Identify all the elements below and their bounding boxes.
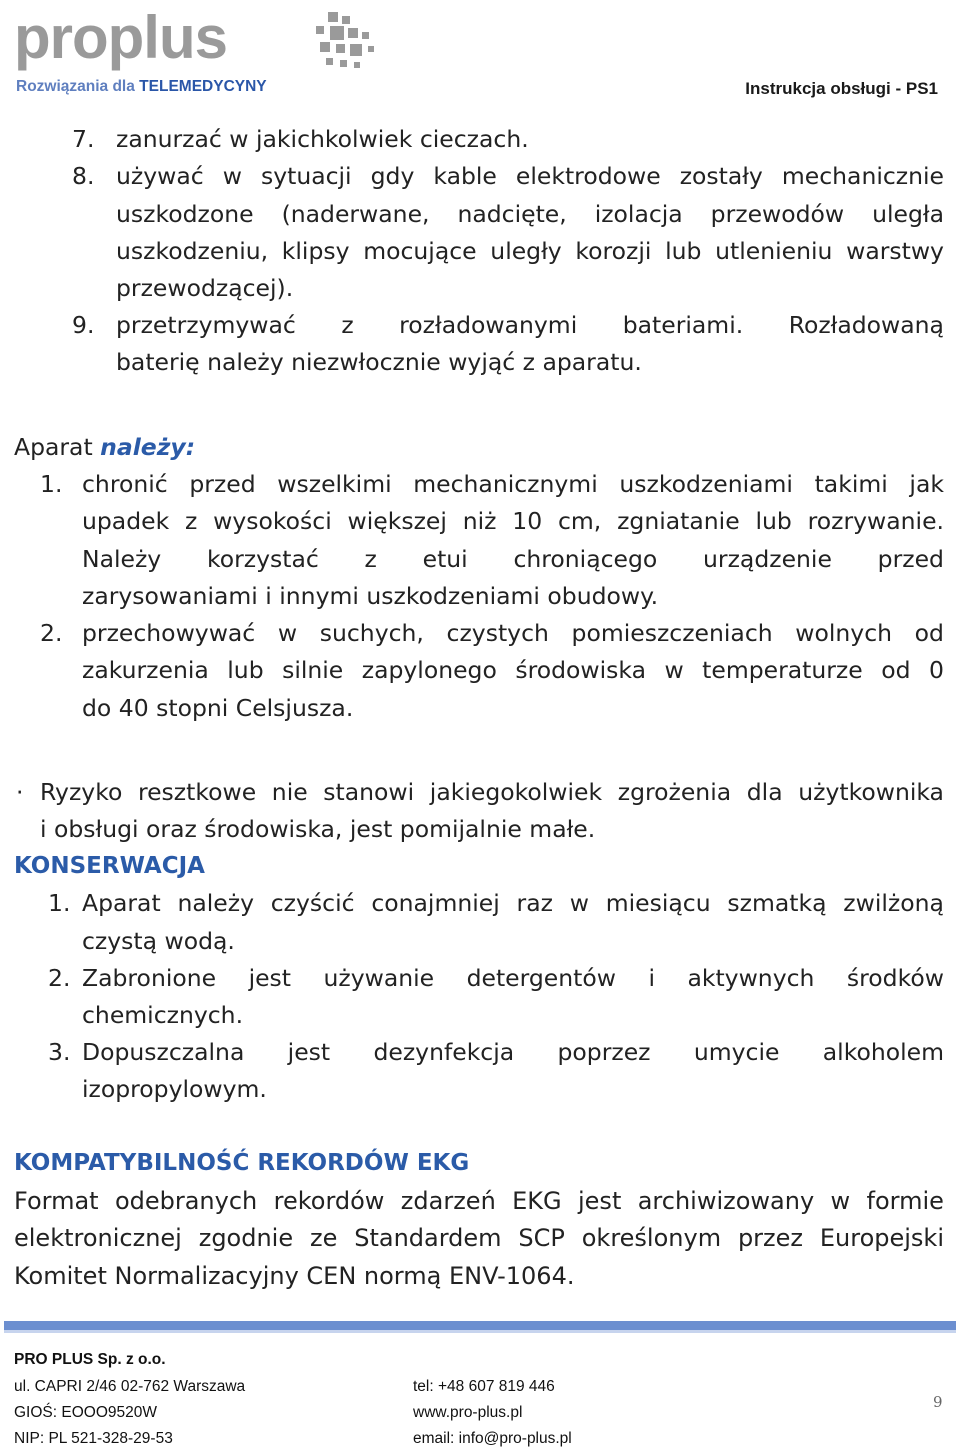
word: ze: [309, 1224, 338, 1252]
word: zakurzenia: [82, 656, 209, 684]
word: pomieszczeniach: [571, 619, 773, 647]
justified-line: [14, 1226, 944, 1250]
word: jakiegokolwiek: [429, 778, 603, 806]
word: należy: [177, 889, 254, 917]
word: gdy: [370, 162, 415, 190]
word: środków: [846, 964, 944, 992]
justified-line: [82, 470, 944, 498]
word: wysokości: [213, 507, 332, 535]
paragraph-line: i obsługi oraz środowiska, jest pomijalnie małe.: [40, 815, 596, 843]
word: chronić: [82, 470, 168, 498]
list-item-number: 8.: [72, 162, 95, 190]
word: zgodnie: [198, 1224, 294, 1252]
word: czystych: [446, 619, 549, 647]
word: i: [648, 964, 655, 992]
footer-phone: tel: +48 607 819 446: [413, 1378, 555, 1395]
paragraph-line: Komitet Normalizacyjny CEN normą ENV-1064.: [14, 1262, 575, 1290]
word: środowiska: [515, 656, 646, 684]
word: większej: [347, 507, 447, 535]
word: zgniatanie: [617, 507, 740, 535]
word: kable: [433, 162, 497, 190]
word: lub: [665, 237, 702, 265]
word: odebranych: [114, 1187, 258, 1215]
word: wolnych: [795, 619, 893, 647]
logo-plus: plus: [107, 4, 227, 71]
word: rekordów: [273, 1187, 385, 1215]
list-item-number: 1.: [48, 889, 71, 917]
word: uszkodzeniu,: [116, 237, 269, 265]
word: przed: [877, 545, 944, 573]
word: stanowi: [323, 778, 415, 806]
word: jak: [909, 470, 944, 498]
word: alkoholem: [822, 1038, 944, 1066]
word: umycie: [693, 1038, 780, 1066]
word: przed: [189, 470, 256, 498]
word: suchych,: [319, 619, 424, 647]
word: w: [222, 162, 242, 190]
word: korozji: [575, 237, 652, 265]
word: z: [341, 311, 354, 339]
list-item-number: 2.: [48, 964, 71, 992]
word: Zabronione: [82, 964, 217, 992]
word: w: [569, 889, 589, 917]
footer-rule: [4, 1321, 956, 1330]
word: Ryzyko: [40, 778, 123, 806]
list-item-text: baterię należy niezwłocznie wyjąć z aparatu.: [116, 348, 642, 376]
word: uległa: [872, 200, 944, 228]
justified-line: [82, 619, 944, 647]
justified-line: [82, 1038, 944, 1066]
justified-line: [116, 311, 944, 339]
word: miesiącu: [605, 889, 711, 917]
word: izolacja: [594, 200, 683, 228]
word: elektrodowe: [515, 162, 661, 190]
company-logo: [14, 4, 314, 98]
footer-rule-shadow: [4, 1330, 956, 1333]
word: zapylonego: [361, 656, 497, 684]
word: Format: [14, 1187, 99, 1215]
word: jest: [578, 1187, 622, 1215]
word: używać: [116, 162, 204, 190]
word: użytkownika: [798, 778, 944, 806]
justified-line: [14, 1189, 944, 1213]
page-number: 9: [933, 1393, 943, 1411]
word: utlenieniu: [715, 237, 833, 265]
section-label-plain: Aparat: [14, 433, 101, 461]
list-item-text: zanurzać w jakichkolwiek cieczach.: [116, 125, 529, 153]
word: Aparat: [82, 889, 161, 917]
logo-pro: pro: [14, 4, 108, 71]
list-item-text: izopropylowym.: [82, 1075, 267, 1103]
justified-line: [116, 237, 944, 265]
word: z: [364, 545, 377, 573]
word: Rozładowaną: [788, 311, 944, 339]
justified-line: [116, 162, 944, 190]
list-item-number: 3.: [48, 1038, 71, 1066]
word: aktywnych: [687, 964, 815, 992]
list-item-number: 1.: [40, 470, 63, 498]
word: przetrzymywać: [116, 311, 296, 339]
word: nadcięte,: [457, 200, 567, 228]
list-item-number: 9.: [72, 311, 95, 339]
justified-line: [116, 200, 944, 228]
word: klipsy: [281, 237, 350, 265]
section-heading-kompatybilnosc: KOMPATYBILNOŚĆ REKORDÓW EKG: [14, 1150, 470, 1176]
word: raz: [516, 889, 553, 917]
word: takimi: [814, 470, 888, 498]
section-heading-konserwacja: KONSERWACJA: [14, 853, 205, 879]
logo-tagline-prefix: Rozwiązania dla: [16, 78, 140, 95]
word: sytuacji: [260, 162, 352, 190]
word: używanie: [323, 964, 435, 992]
word: lub: [755, 507, 792, 535]
word: korzystać: [206, 545, 319, 573]
word: od: [881, 656, 911, 684]
word: formie: [866, 1187, 944, 1215]
word: elektronicznej: [14, 1224, 182, 1252]
footer-company: PRO PLUS Sp. z o.o.: [14, 1351, 166, 1368]
justified-line: [82, 964, 944, 992]
word: zdarzeń: [400, 1187, 496, 1215]
word: jest: [248, 964, 292, 992]
word: nie: [271, 778, 308, 806]
word: uszkodzone: [116, 200, 254, 228]
word: w: [277, 619, 298, 647]
logo-dots-icon: [314, 12, 384, 74]
word: (naderwane,: [281, 200, 430, 228]
justified-line: [82, 507, 944, 535]
word: EKG: [512, 1187, 562, 1215]
word: przewodów: [710, 200, 845, 228]
word: uległy: [490, 237, 562, 265]
word: warstwy: [846, 237, 944, 265]
footer-nip: NIP: PL 521-328-29-53: [14, 1430, 173, 1447]
word: szmatką: [727, 889, 827, 917]
word: określonym: [581, 1224, 722, 1252]
word: wszelkimi: [277, 470, 392, 498]
word: dezynfekcja: [373, 1038, 515, 1066]
word: zostały: [679, 162, 763, 190]
word: urządzenie: [703, 545, 832, 573]
word: rozładowanymi: [399, 311, 578, 339]
list-item-text: czystą wodą.: [82, 927, 235, 955]
word: conajmniej: [371, 889, 500, 917]
list-item-text: zarysowaniami i innymi uszkodzeniami obudowy.: [82, 582, 659, 610]
word: bateriami.: [622, 311, 744, 339]
word: jest: [287, 1038, 331, 1066]
word: od: [914, 619, 944, 647]
word: rozrywanie.: [807, 507, 944, 535]
word: lub: [227, 656, 264, 684]
word: mechanicznie: [781, 162, 944, 190]
section-label: [14, 433, 196, 461]
logo-tagline-brand: TELEMEDYCYNY: [139, 78, 267, 95]
word: chroniącego: [513, 545, 658, 573]
bullet: ·: [16, 778, 24, 806]
word: poprzez: [557, 1038, 651, 1066]
footer-website-link[interactable]: www.pro-plus.pl: [413, 1404, 523, 1421]
word: silnie: [282, 656, 344, 684]
word: Europejski: [819, 1224, 944, 1252]
word: przez: [737, 1224, 803, 1252]
word: upadek: [82, 507, 170, 535]
word: mechanicznymi: [413, 470, 598, 498]
word: archiwizowany: [637, 1187, 815, 1215]
word: zgrożenia: [617, 778, 732, 806]
word: 0: [928, 656, 944, 684]
list-item-text: do 40 stopni Celsjusza.: [82, 694, 354, 722]
footer-gios: GIOŚ: EOOO9520W: [14, 1404, 157, 1421]
word: Dopuszczalna: [82, 1038, 245, 1066]
word: 10: [512, 507, 543, 535]
word: etui: [422, 545, 468, 573]
word: Standardem: [354, 1224, 502, 1252]
justified-line: [82, 889, 944, 917]
footer-email-link[interactable]: email: info@pro-plus.pl: [413, 1430, 572, 1447]
word: detergentów: [466, 964, 616, 992]
justified-line: [82, 656, 944, 684]
word: uszkodzeniami: [619, 470, 793, 498]
list-item-text: chemicznych.: [82, 1001, 244, 1029]
word: cm,: [557, 507, 602, 535]
word: SCP: [518, 1224, 565, 1252]
word: dla: [746, 778, 783, 806]
word: przechowywać: [82, 619, 256, 647]
word: z: [185, 507, 198, 535]
word: resztkowe: [137, 778, 257, 806]
list-item-number: 7.: [72, 125, 95, 153]
word: Należy: [82, 545, 162, 573]
word: mocujące: [363, 237, 477, 265]
list-item-text: przewodzącej).: [116, 274, 294, 302]
justified-line: [82, 545, 944, 573]
justified-line: [40, 778, 944, 806]
list-item-number: 2.: [40, 619, 63, 647]
logo-tagline: [16, 78, 267, 96]
footer-address: ul. CAPRI 2/46 02-762 Warszawa: [14, 1378, 246, 1395]
word: w: [830, 1187, 851, 1215]
document-title: Instrukcja obsługi - PS1: [745, 79, 938, 98]
word: w: [664, 656, 684, 684]
word: czyścić: [270, 889, 355, 917]
word: niż: [462, 507, 497, 535]
word: temperaturze: [702, 656, 863, 684]
logo-wordmark: [14, 4, 227, 71]
word: zwilżoną: [843, 889, 944, 917]
section-label-bold: należy:: [100, 433, 196, 461]
